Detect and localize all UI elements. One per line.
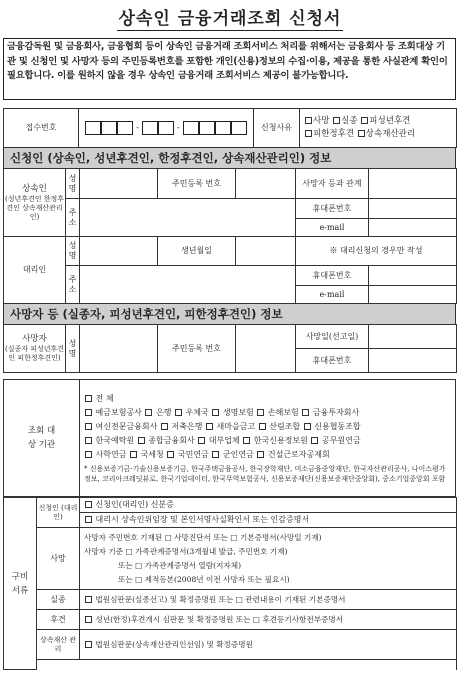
inquiry-note: * 신용보증기금·기술신용보증기금, 한국주택금융공사, 한국장학재단, 미소금융중앙재단, 한국자산관리공사, 나이스평가정보, 코리아크레딧뷰로, 한국기업데이터, 한국무역보험공사, 신용보증재단(신용보증재단중앙회), 중소기업중앙회 포함 <box>84 465 446 483</box>
agent-email-field[interactable] <box>369 286 457 304</box>
inquiry-options[interactable]: 전 체 예금보험공사 은행 우체국 생명보험 손해보험 금융투자회사 여신전문금융회사 저축은행 새마을금고 산림조합 신용협동조합 한국예탁원 종합금융회사 대부업체 한국신용정보원 공무원연금 사학연금 국세청 국민연금 군인연금 건설근로자공제회 * 신용보증기금·기술신용보증기금, 한국주택금융공사, 한국장학재단, 미소금융중앙재단, 한국자산관리공사, 나이스평가정보, 코리아크레딧뷰로, 한국기업데이터, 한국무역보험공사, 신용보증재단(신용보증재단중앙회), 중소기업중앙회 포함 <box>80 380 456 497</box>
relation-label: 사망자 등과 관계 <box>296 169 369 199</box>
agent-email-label: e-mail <box>296 286 369 304</box>
applicant-email-field[interactable] <box>369 219 457 237</box>
deceased-mobile-label: 휴대폰번호 <box>296 349 369 373</box>
privacy-notice: 금융감독원 및 금융회사, 금융협회 등이 상속인 금융거래 조회서비스 처리를 위해서는 금융회사 등 조회대상 기관 및 신청인 및 사망자 등의 주민등록번호를 포함한 개인(신용)정보의 수집·이용, 제공을 통한 사실관계 확인이 필요합니다. 이를 원하지 않을 경우 상속인 금융거래 조회서비스 제공이 불가능합니다. <box>3 38 456 100</box>
doc-estate-option[interactable]: 법원심판문(상속재산관리인선임) 및 확정증명원 <box>80 630 457 660</box>
applicant-mobile-field[interactable] <box>369 199 457 219</box>
receipt-number-field[interactable]: - - <box>79 109 254 148</box>
form-title: 상속인 금융거래조회 신청서 <box>118 9 342 29</box>
agent-birth-field[interactable] <box>236 237 296 266</box>
documents-label: 구비 서류 <box>4 498 37 670</box>
agent-address-field[interactable] <box>80 266 296 304</box>
receipt-number-label: 접수번호 <box>4 109 79 148</box>
inquiry-table <box>3 379 456 497</box>
agent-name-field[interactable] <box>80 237 158 266</box>
doc-applicant-id[interactable]: 신청인(대리인) 신분증 <box>80 498 457 513</box>
deceased-rrn-field[interactable] <box>236 325 296 373</box>
agent-label: 대리인 <box>4 237 66 304</box>
relation-field[interactable] <box>369 169 457 199</box>
agent-birth-label: 생년월일 <box>158 237 236 266</box>
applicant-mobile-label: 휴대폰번호 <box>296 199 369 219</box>
applicant-name-field[interactable] <box>80 169 158 199</box>
applicant-address-field[interactable] <box>80 199 296 237</box>
applicant-label: 상속인 (성년후견인 한정후견인 상속재산관리인) <box>4 169 66 237</box>
agent-mobile-field[interactable] <box>369 266 457 286</box>
death-date-label: 사망일(선고일) <box>296 325 369 349</box>
reason-label: 신청사유 <box>254 109 300 148</box>
agent-mobile-label: 휴대폰번호 <box>296 266 369 286</box>
doc-death-label: 사망 <box>37 528 80 590</box>
documents-footer-spacer <box>37 660 457 670</box>
documents-table <box>3 497 457 670</box>
doc-death-options[interactable]: 사망자 주민번호 기재된 □ 사망진단서 또는 □ 기본증명서(사망일 기재) 사망자 기준 □ 가족관계증명서(3개월내 발급, 주민번호 기재) 또는 □ 가족관계증명서 열람(지자체) 또는 □ 제적등본(2008년 이전 사망자 또는 필요시) <box>80 528 457 590</box>
doc-agent-proxy[interactable]: 대리시 상속인위임장 및 본인서명사실확인서 또는 인감증명서 <box>80 513 457 528</box>
deceased-label: 사망자 (실종자 피성년후견인 피한정후견인) <box>4 325 66 373</box>
deceased-rrn-label: 주민등록 번호 <box>158 325 236 373</box>
doc-guardian-option[interactable]: 성년(한정)후견개시 심판문 및 확정증명원 또는 □ 후견등기사항전부증명서 <box>80 610 457 630</box>
agent-address-label: 주소 <box>66 266 80 304</box>
applicant-email-label: e-mail <box>296 219 369 237</box>
doc-guardian-label: 후견 <box>37 610 80 630</box>
deceased-section-header: 사망자 등 (실종자, 피성년후견인, 피한정후견인) 정보 <box>3 303 456 325</box>
agent-name-label: 성명 <box>66 237 80 266</box>
receipt-table <box>3 108 457 148</box>
agent-note: ※ 대리신청의 경우만 작성 <box>296 237 457 266</box>
applicant-section-header: 신청인 (상속인, 성년후견인, 한정후견인, 상속재산관리인) 정보 <box>3 147 456 169</box>
deceased-mobile-field[interactable] <box>369 349 457 373</box>
deceased-table <box>3 324 457 373</box>
deceased-name-label: 성명 <box>66 325 80 373</box>
applicant-name-label: 성명 <box>66 169 80 199</box>
applicant-address-label: 주소 <box>66 199 80 237</box>
deceased-name-field[interactable] <box>80 325 158 373</box>
doc-estate-label: 상속재산 관리 <box>37 630 80 660</box>
inquiry-label: 조회 대상 기관 <box>4 380 80 497</box>
doc-missing-label: 실종 <box>37 590 80 610</box>
applicant-table <box>3 168 457 304</box>
applicant-rrn-field[interactable] <box>236 169 296 199</box>
doc-applicant-label: 신청인 (대리인) <box>37 498 80 528</box>
applicant-rrn-label: 주민등록 번호 <box>158 169 236 199</box>
death-date-field[interactable] <box>369 325 457 349</box>
doc-missing-option[interactable]: 법원심판문(실종선고) 및 확정증명원 또는 □ 관련내용이 기재된 기본증명서 <box>80 590 457 610</box>
reason-options[interactable]: 사망 실종 피성년후견 피한정후견 상속재산관리 <box>300 109 457 148</box>
